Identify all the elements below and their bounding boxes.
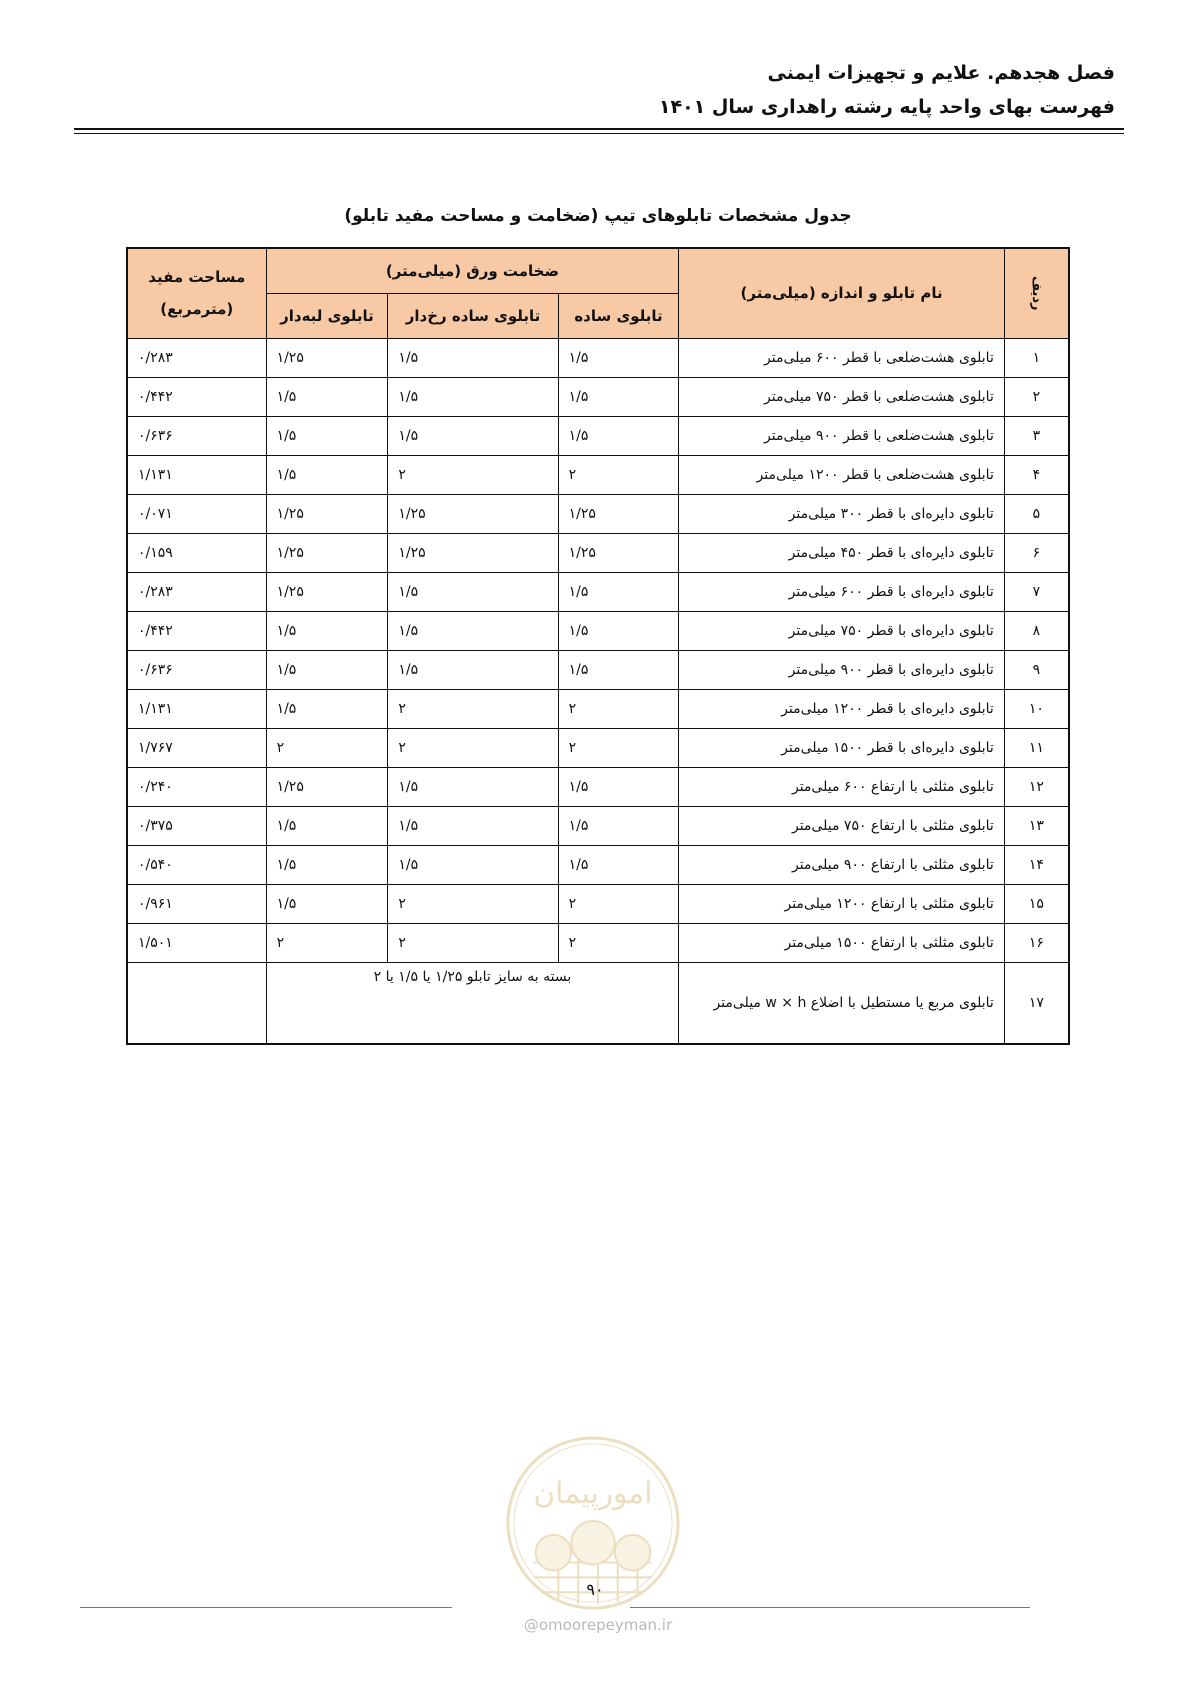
thickness-simple-reflective: ۱/۵ [388,416,558,455]
thickness-flanged: ۱/۵ [266,455,388,494]
thickness-simple-reflective: ۲ [388,689,558,728]
useful-area: ۰/۴۴۲ [127,377,266,416]
page-header [659,56,1115,124]
thickness-simple: ۱/۵ [558,416,679,455]
thickness-simple-reflective: ۱/۵ [388,572,558,611]
row-index: ۱ [1004,338,1069,377]
thickness-simple: ۱/۵ [558,806,679,845]
thickness-flanged: ۱/۲۵ [266,572,388,611]
thickness-simple: ۱/۲۵ [558,533,679,572]
thickness-flanged: ۱/۵ [266,845,388,884]
thickness-simple-reflective: ۲ [388,455,558,494]
sign-name: تابلوی هشت‌ضلعی با قطر ۹۰۰ میلی‌متر [679,416,1004,455]
thickness-simple-reflective: ۱/۵ [388,338,558,377]
useful-area: ۰/۲۸۳ [127,572,266,611]
sign-name: تابلوی دایره‌ای با قطر ۹۰۰ میلی‌متر [679,650,1004,689]
col-header-area: مساحت مفید (مترمربع) [127,248,266,338]
table-row [127,611,1069,650]
thickness-simple: ۱/۵ [558,650,679,689]
useful-area: ۱/۱۳۱ [127,455,266,494]
useful-area: ۰/۶۳۶ [127,650,266,689]
row-index: ۶ [1004,533,1069,572]
useful-area: ۰/۰۷۱ [127,494,266,533]
sign-name: تابلوی مثلثی با ارتفاع ۷۵۰ میلی‌متر [679,806,1004,845]
page-number: ۹۰ [586,1580,604,1599]
thickness-flanged: ۱/۵ [266,806,388,845]
table-row [127,845,1069,884]
thickness-simple: ۱/۵ [558,767,679,806]
useful-area: ۱/۷۶۷ [127,728,266,767]
sign-name: تابلوی دایره‌ای با قطر ۱۵۰۰ میلی‌متر [679,728,1004,767]
row-index: ۹ [1004,650,1069,689]
useful-area: ۰/۲۸۳ [127,338,266,377]
table-row [127,455,1069,494]
row-index: ۱۳ [1004,806,1069,845]
thickness-flanged: ۱/۵ [266,377,388,416]
col-header-name: نام تابلو و اندازه (میلی‌متر) [679,248,1004,338]
sign-name: تابلوی مثلثی با ارتفاع ۶۰۰ میلی‌متر [679,767,1004,806]
thickness-simple: ۲ [558,923,679,962]
row-index: ۱۵ [1004,884,1069,923]
thickness-simple: ۱/۵ [558,572,679,611]
thickness-simple: ۲ [558,884,679,923]
col-header-row: ردیف [1004,248,1069,338]
useful-area: ۱/۵۰۱ [127,923,266,962]
table-row [127,533,1069,572]
thickness-simple-reflective: ۱/۵ [388,611,558,650]
table-row [127,650,1069,689]
thickness-simple-reflective: ۲ [388,884,558,923]
header-rule-thin [74,133,1124,134]
watermark: @omoorepeyman.ir [523,1616,673,1634]
sign-name: تابلوی مثلثی با ارتفاع ۹۰۰ میلی‌متر [679,845,1004,884]
thickness-simple: ۱/۵ [558,338,679,377]
thickness-simple: ۱/۵ [558,611,679,650]
col-header-simple-reflective: تابلوی ساده رخ‌دار [388,293,558,338]
thickness-simple-reflective: ۱/۲۵ [388,494,558,533]
thickness-simple: ۲ [558,728,679,767]
thickness-flanged: ۲ [266,923,388,962]
header-rule-thick [74,128,1124,130]
thickness-simple: ۲ [558,689,679,728]
thickness-simple: ۲ [558,455,679,494]
thickness-flanged: ۱/۵ [266,650,388,689]
row-index: ۱۰ [1004,689,1069,728]
row-index: ۸ [1004,611,1069,650]
sign-name: تابلوی مثلثی با ارتفاع ۱۲۰۰ میلی‌متر [679,884,1004,923]
row-index: ۱۶ [1004,923,1069,962]
thickness-flanged: ۲ [266,728,388,767]
table-row [127,884,1069,923]
thickness-simple-reflective: ۱/۲۵ [388,533,558,572]
thickness-simple-reflective: ۱/۵ [388,767,558,806]
sign-name: تابلوی مثلثی با ارتفاع ۱۵۰۰ میلی‌متر [679,923,1004,962]
useful-area: ۰/۹۶۱ [127,884,266,923]
table-row [127,962,1069,1044]
sign-name: تابلوی دایره‌ای با قطر ۱۲۰۰ میلی‌متر [679,689,1004,728]
useful-area: ۰/۴۴۲ [127,611,266,650]
thickness-simple: ۱/۲۵ [558,494,679,533]
table-row [127,728,1069,767]
sign-name: تابلوی هشت‌ضلعی با قطر ۶۰۰ میلی‌متر [679,338,1004,377]
row-index: ۱۴ [1004,845,1069,884]
table-row [127,494,1069,533]
useful-area [127,962,266,1044]
thickness-flanged: ۱/۵ [266,884,388,923]
table-row [127,338,1069,377]
thickness-flanged: ۱/۲۵ [266,533,388,572]
row-index: ۱۲ [1004,767,1069,806]
useful-area: ۰/۳۷۵ [127,806,266,845]
row-index: ۲ [1004,377,1069,416]
col-header-thickness: ضخامت ورق (میلی‌متر) [266,248,679,293]
sign-name: تابلوی هشت‌ضلعی با قطر ۱۲۰۰ میلی‌متر [679,455,1004,494]
table-row [127,689,1069,728]
footer-rule-right [630,1607,1030,1608]
thickness-simple-reflective: ۲ [388,923,558,962]
chapter-title: فصل هجدهم. علایم و تجهیزات ایمنی [767,62,1115,84]
thickness-flanged: ۱/۲۵ [266,494,388,533]
table-row [127,923,1069,962]
sign-name: تابلوی دایره‌ای با قطر ۶۰۰ میلی‌متر [679,572,1004,611]
specs-table [126,247,1070,1045]
row-index: ۷ [1004,572,1069,611]
useful-area: ۰/۲۴۰ [127,767,266,806]
row-index: ۴ [1004,455,1069,494]
thickness-flanged: ۱/۵ [266,689,388,728]
row-index: ۵ [1004,494,1069,533]
row-index: ۳ [1004,416,1069,455]
thickness-simple-reflective: ۲ [388,728,558,767]
footer-rule-left [80,1607,452,1608]
col-header-simple: تابلوی ساده [558,293,679,338]
thickness-flanged: ۱/۵ [266,416,388,455]
col-header-flanged: تابلوی لبه‌دار [266,293,388,338]
table-row [127,416,1069,455]
row-index: ۱۷ [1004,962,1069,1044]
useful-area: ۰/۵۴۰ [127,845,266,884]
thickness-flanged: ۱/۵ [266,611,388,650]
thickness-flanged: ۱/۲۵ [266,338,388,377]
thickness-flanged: ۱/۲۵ [266,767,388,806]
table-row [127,377,1069,416]
table-caption: جدول مشخصات تابلوهای تیپ (ضخامت و مساحت مفید تابلو) [344,206,852,226]
table-row [127,806,1069,845]
thickness-simple-reflective: ۱/۵ [388,806,558,845]
document-title: فهرست بهای واحد پایه رشته راهداری سال ۱۴۰۱ [658,96,1115,118]
useful-area: ۱/۱۳۱ [127,689,266,728]
sign-name: تابلوی دایره‌ای با قطر ۷۵۰ میلی‌متر [679,611,1004,650]
sign-name: تابلوی دایره‌ای با قطر ۴۵۰ میلی‌متر [679,533,1004,572]
svg-text:امورپیمان: امورپیمان [533,1475,653,1511]
table-row [127,572,1069,611]
thickness-merged: بسته به سایز تابلو ۱/۲۵ یا ۱/۵ یا ۲ [266,962,679,1044]
thickness-simple-reflective: ۱/۵ [388,377,558,416]
sign-name: تابلوی مربع یا مستطیل با اضلاع w × h میلی‌متر [679,962,1004,1044]
sign-name: تابلوی دایره‌ای با قطر ۳۰۰ میلی‌متر [679,494,1004,533]
row-index: ۱۱ [1004,728,1069,767]
thickness-simple-reflective: ۱/۵ [388,845,558,884]
thickness-simple: ۱/۵ [558,377,679,416]
useful-area: ۰/۶۳۶ [127,416,266,455]
useful-area: ۰/۱۵۹ [127,533,266,572]
sign-name: تابلوی هشت‌ضلعی با قطر ۷۵۰ میلی‌متر [679,377,1004,416]
thickness-simple: ۱/۵ [558,845,679,884]
thickness-simple-reflective: ۱/۵ [388,650,558,689]
table-row [127,767,1069,806]
